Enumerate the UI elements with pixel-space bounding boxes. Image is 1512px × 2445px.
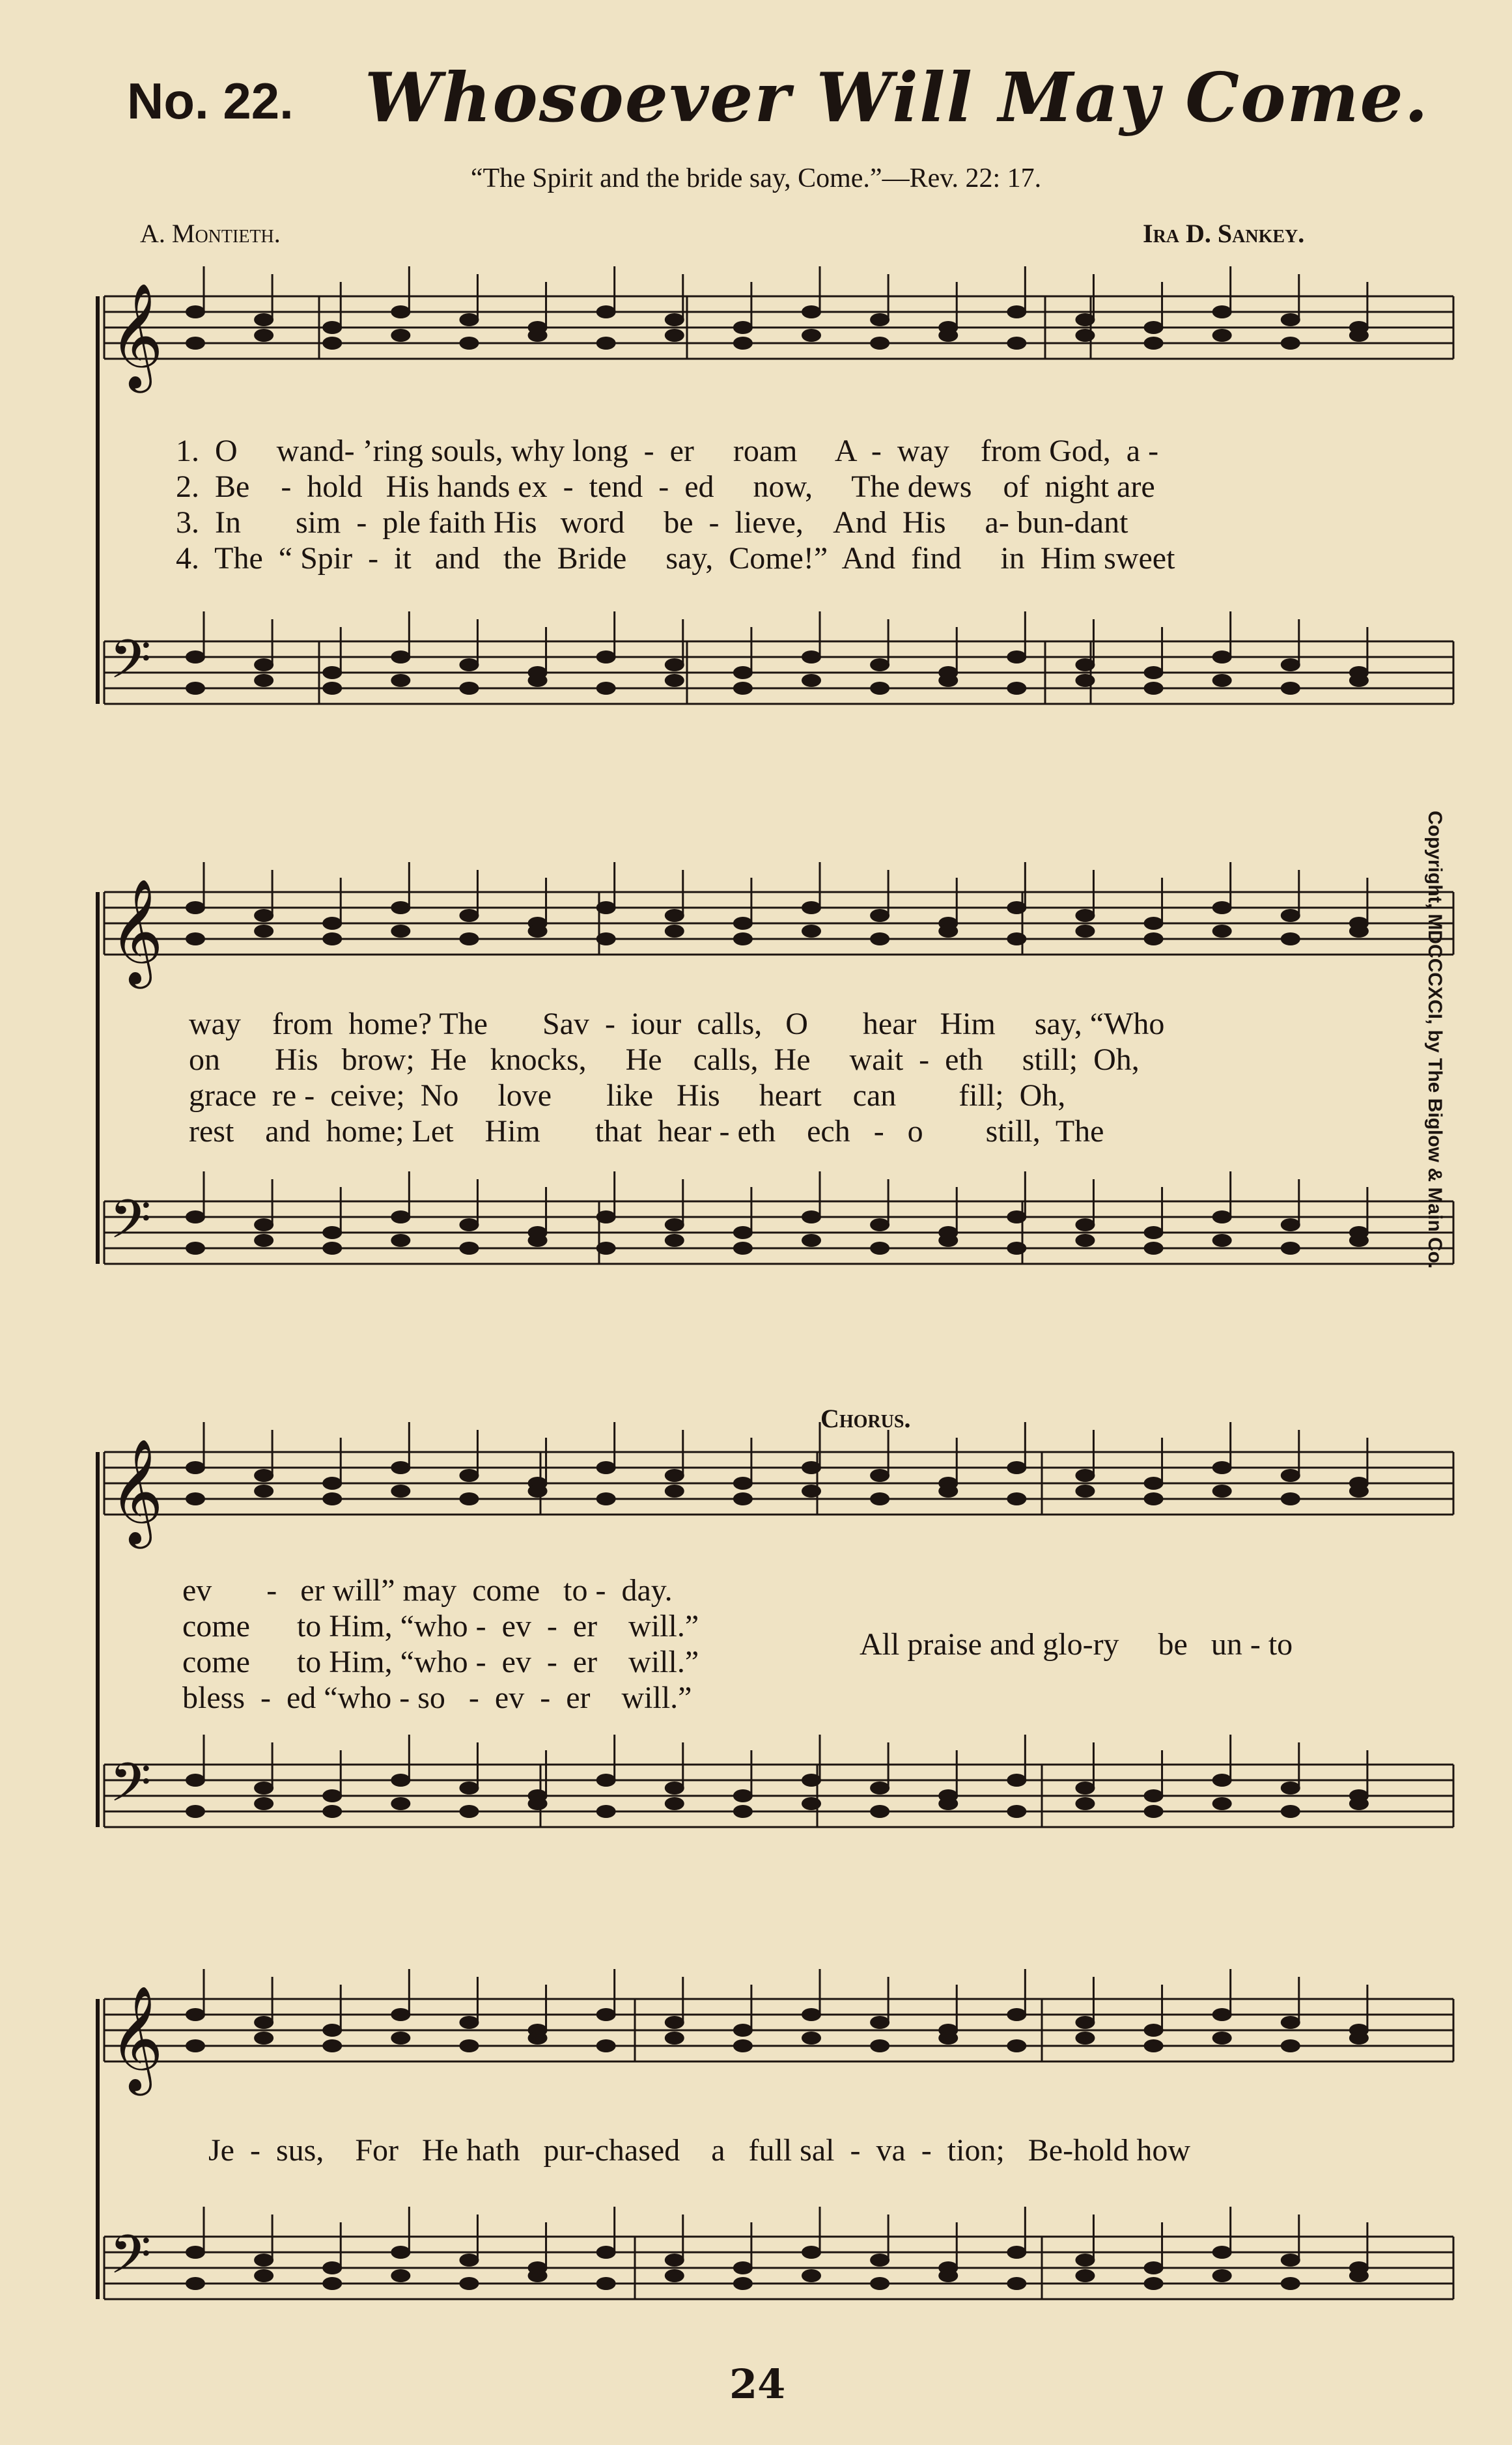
notehead [459, 2016, 479, 2029]
notehead [459, 682, 479, 695]
notehead [186, 305, 205, 318]
notehead [1007, 682, 1026, 695]
notehead [870, 2254, 889, 2267]
notehead [186, 650, 205, 664]
notehead [459, 1492, 479, 1505]
notehead [802, 1210, 821, 1223]
notehead [186, 901, 205, 914]
notehead [1144, 932, 1164, 945]
notehead [1144, 337, 1164, 350]
hymn-title: Whosoever Will May Come. [365, 57, 1429, 137]
verse-1-line-3: ev - er will” may come to - day. [182, 1573, 673, 1608]
bass-clef: 𝄢 [109, 1188, 152, 1264]
notehead [802, 1234, 821, 1247]
notehead [596, 2246, 616, 2259]
notehead [1075, 925, 1095, 938]
notehead [1007, 1492, 1026, 1505]
notehead [322, 321, 342, 334]
notehead [802, 1485, 821, 1498]
notehead [596, 1242, 616, 1255]
notehead [459, 2277, 479, 2290]
verse-4-line-1: 4. The “ Spir - it and the Bride say, Come!” And find in Him sweet [176, 541, 1175, 576]
notehead [1075, 674, 1095, 687]
notehead [254, 2254, 273, 2267]
notehead [528, 1485, 548, 1498]
notehead [1144, 1805, 1164, 1818]
page-number: 24 [729, 2360, 786, 2408]
notehead [322, 1242, 342, 1255]
composer: Ira D. Sankey. [1143, 219, 1305, 248]
notehead [870, 337, 889, 350]
notehead [802, 2008, 821, 2021]
notehead [186, 1242, 205, 1255]
notehead [938, 329, 958, 342]
notehead [1212, 2032, 1232, 2045]
notehead [391, 1461, 410, 1474]
notehead [391, 329, 410, 342]
notehead [870, 658, 889, 671]
notehead [1144, 1242, 1164, 1255]
notehead [733, 666, 753, 679]
notehead [1281, 1218, 1300, 1231]
notehead [870, 932, 889, 945]
notehead [1212, 2269, 1232, 2282]
notehead [665, 909, 684, 922]
notehead [870, 2016, 889, 2029]
notehead [322, 932, 342, 945]
notehead [1281, 1781, 1300, 1795]
notehead [186, 337, 205, 350]
notehead [665, 313, 684, 326]
notehead [1007, 305, 1026, 318]
notehead [802, 650, 821, 664]
notehead [733, 917, 753, 930]
notehead [391, 925, 410, 938]
treble-clef: 𝄞 [109, 1438, 163, 1544]
notehead [1281, 337, 1300, 350]
notehead [1007, 337, 1026, 350]
verse-2-line-1: 2. Be - hold His hands ex - tend - ed now, The dews of night are [176, 469, 1155, 504]
notehead [459, 2254, 479, 2267]
notehead [1075, 2032, 1095, 2045]
notehead [254, 313, 273, 326]
notehead [596, 1774, 616, 1787]
notehead [1349, 674, 1369, 687]
notehead [596, 2008, 616, 2021]
notehead [459, 2039, 479, 2052]
treble-clef: 𝄞 [109, 1985, 163, 2091]
notehead [391, 2008, 410, 2021]
notehead [186, 2008, 205, 2021]
notehead [322, 1789, 342, 1802]
notehead [802, 1774, 821, 1787]
notehead [665, 329, 684, 342]
notehead [1075, 1485, 1095, 1498]
notehead [1144, 2277, 1164, 2290]
notehead [186, 682, 205, 695]
notehead [802, 2032, 821, 2045]
notehead [1075, 909, 1095, 922]
notehead [596, 1210, 616, 1223]
notehead [1212, 901, 1232, 914]
notehead [322, 2277, 342, 2290]
notehead [665, 1469, 684, 1482]
notehead [802, 901, 821, 914]
notehead [528, 925, 548, 938]
notehead [596, 682, 616, 695]
notehead [1144, 682, 1164, 695]
treble-clef: 𝄞 [109, 283, 163, 389]
notehead [1212, 2008, 1232, 2021]
notehead [1007, 901, 1026, 914]
verse-2-line-3: come to Him, “who - ev - er will.” [182, 1609, 699, 1643]
notehead [391, 1797, 410, 1810]
notehead [596, 1461, 616, 1474]
notehead [322, 682, 342, 695]
notehead [1281, 313, 1300, 326]
notehead [596, 337, 616, 350]
notehead [254, 2016, 273, 2029]
notehead [322, 1477, 342, 1490]
notehead [802, 1461, 821, 1474]
notehead [1281, 1242, 1300, 1255]
notehead [665, 1485, 684, 1498]
notehead [322, 337, 342, 350]
notehead [1212, 305, 1232, 318]
notehead [802, 925, 821, 938]
notehead [459, 1218, 479, 1231]
notehead [1212, 674, 1232, 687]
notehead [733, 1226, 753, 1239]
copyright-notice: Copyright, MDCCCXCI, by The Biglow & Main Co. [1424, 811, 1446, 1269]
notehead [870, 1492, 889, 1505]
notehead [1075, 1469, 1095, 1482]
notehead [1007, 2246, 1026, 2259]
notehead [1075, 1218, 1095, 1231]
notehead [938, 1797, 958, 1810]
notehead [391, 1210, 410, 1223]
notehead [665, 2254, 684, 2267]
notehead [1075, 2269, 1095, 2282]
notehead [1349, 925, 1369, 938]
notehead [938, 925, 958, 938]
notehead [528, 329, 548, 342]
notehead [733, 2039, 753, 2052]
notehead [391, 1485, 410, 1498]
notehead [186, 1210, 205, 1223]
notehead [322, 1805, 342, 1818]
notehead [528, 2269, 548, 2282]
notehead [665, 1797, 684, 1810]
notehead [1144, 2039, 1164, 2052]
notehead [596, 305, 616, 318]
notehead [391, 2032, 410, 2045]
notehead [870, 1469, 889, 1482]
notehead [1281, 1805, 1300, 1818]
notehead [1144, 2261, 1164, 2274]
notehead [186, 1774, 205, 1787]
notehead [1349, 2032, 1369, 2045]
notehead [1075, 313, 1095, 326]
notehead [391, 305, 410, 318]
notehead [391, 901, 410, 914]
notehead [596, 2039, 616, 2052]
notehead [870, 909, 889, 922]
notehead [459, 1781, 479, 1795]
notehead [528, 674, 548, 687]
notehead [1212, 1234, 1232, 1247]
notehead [733, 1477, 753, 1490]
notehead [802, 1797, 821, 1810]
notehead [1007, 1774, 1026, 1787]
notehead [1212, 650, 1232, 664]
notehead [1075, 1797, 1095, 1810]
notehead [459, 658, 479, 671]
chorus-label: Chorus. [820, 1404, 911, 1433]
verse-2-line-2: on His brow; He knocks, He calls, He wait - eth still; Oh, [189, 1042, 1140, 1077]
notehead [459, 1242, 479, 1255]
notehead [1075, 2254, 1095, 2267]
notehead [870, 1218, 889, 1231]
bass-clef: 𝄢 [109, 1751, 152, 1827]
notehead [1281, 1469, 1300, 1482]
notehead [1144, 917, 1164, 930]
notehead [1281, 909, 1300, 922]
notehead [1007, 932, 1026, 945]
notehead [665, 1781, 684, 1795]
notehead [1281, 658, 1300, 671]
notehead [1349, 1797, 1369, 1810]
notehead [1075, 329, 1095, 342]
notehead [938, 1485, 958, 1498]
notehead [186, 1805, 205, 1818]
notehead [1144, 1492, 1164, 1505]
notehead [870, 2277, 889, 2290]
notehead [322, 2261, 342, 2274]
notehead [254, 1485, 273, 1498]
notehead [596, 901, 616, 914]
notehead [1212, 1485, 1232, 1498]
bass-clef: 𝄢 [109, 628, 152, 704]
notehead [1281, 2016, 1300, 2029]
lyricist: A. Montieth. [140, 219, 281, 248]
verse-3-line-2: grace re - ceive; No love like His heart can fill; Oh, [189, 1078, 1066, 1113]
notehead [1007, 2277, 1026, 2290]
notehead [1281, 1492, 1300, 1505]
notehead [186, 1461, 205, 1474]
notehead [186, 2039, 205, 2052]
notehead [322, 1492, 342, 1505]
verse-4-line-2: rest and home; Let Him that hear - eth ech - o still, The [189, 1114, 1104, 1149]
notehead [1281, 2039, 1300, 2052]
notehead [938, 2269, 958, 2282]
notehead [186, 932, 205, 945]
notehead [1212, 1797, 1232, 1810]
notehead [391, 2269, 410, 2282]
notehead [733, 1242, 753, 1255]
notehead [665, 2032, 684, 2045]
notehead [322, 1226, 342, 1239]
notehead [665, 2269, 684, 2282]
notehead [1212, 1461, 1232, 1474]
notehead [528, 2032, 548, 2045]
notehead [1007, 1242, 1026, 1255]
notehead [665, 1234, 684, 1247]
notehead [665, 674, 684, 687]
notehead [1349, 1234, 1369, 1247]
notehead [665, 658, 684, 671]
notehead [186, 1492, 205, 1505]
notehead [1212, 2246, 1232, 2259]
verse-4-line-3: bless - ed “who - so - ev - er will.” [182, 1681, 692, 1715]
bass-clef: 𝄢 [109, 2223, 152, 2299]
notehead [802, 2246, 821, 2259]
notehead [870, 1781, 889, 1795]
notehead [254, 329, 273, 342]
notehead [733, 1789, 753, 1802]
notehead [254, 909, 273, 922]
notehead [1144, 2024, 1164, 2037]
notehead [596, 932, 616, 945]
notehead [1007, 650, 1026, 664]
notehead [870, 1242, 889, 1255]
notehead [1075, 2016, 1095, 2029]
notehead [254, 2032, 273, 2045]
notehead [1144, 1226, 1164, 1239]
notehead [1007, 1805, 1026, 1818]
notehead [1281, 932, 1300, 945]
notehead [870, 682, 889, 695]
notehead [733, 682, 753, 695]
notehead [1075, 1781, 1095, 1795]
notehead [1075, 658, 1095, 671]
notehead [733, 2024, 753, 2037]
notehead [1144, 321, 1164, 334]
notehead [254, 925, 273, 938]
notehead [254, 2269, 273, 2282]
notehead [1144, 1477, 1164, 1490]
notehead [459, 337, 479, 350]
notehead [391, 1234, 410, 1247]
notehead [596, 1492, 616, 1505]
notehead [322, 666, 342, 679]
notehead [596, 650, 616, 664]
notehead [1007, 2039, 1026, 2052]
hymn-number: No. 22. [127, 72, 294, 130]
notehead [665, 2016, 684, 2029]
notehead [391, 1774, 410, 1787]
notehead [254, 1469, 273, 1482]
notehead [459, 1805, 479, 1818]
notehead [528, 1234, 548, 1247]
notehead [1281, 2254, 1300, 2267]
notehead [665, 925, 684, 938]
treble-clef: 𝄞 [109, 878, 163, 985]
notehead [1144, 666, 1164, 679]
notehead [870, 313, 889, 326]
notehead [1281, 682, 1300, 695]
chorus-lyric-2: Je - sus, For He hath pur-chased a full sal - va - tion; Be-hold how [208, 2133, 1191, 2168]
notehead [870, 2039, 889, 2052]
notehead [1007, 2008, 1026, 2021]
notehead [459, 932, 479, 945]
notehead [1281, 2277, 1300, 2290]
notehead [733, 2277, 753, 2290]
notehead [254, 1218, 273, 1231]
notehead [528, 1797, 548, 1810]
notehead [391, 650, 410, 664]
notehead [254, 1797, 273, 1810]
notehead [938, 674, 958, 687]
notehead [733, 337, 753, 350]
notehead [254, 674, 273, 687]
notehead [665, 1218, 684, 1231]
notehead [870, 1805, 889, 1818]
notehead [1075, 1234, 1095, 1247]
notehead [391, 674, 410, 687]
notehead [1007, 1210, 1026, 1223]
notehead [802, 305, 821, 318]
chorus-lyric-1: All praise and glo-ry be un - to [860, 1627, 1293, 1662]
notehead [391, 2246, 410, 2259]
notehead [459, 1469, 479, 1482]
notehead [733, 1805, 753, 1818]
notehead [938, 1234, 958, 1247]
notehead [254, 658, 273, 671]
verse-1-line-1: 1. O wand- ’ring souls, why long - er roam A - way from God, a - [176, 434, 1159, 468]
notehead [1212, 925, 1232, 938]
notehead [254, 1781, 273, 1795]
notehead [459, 313, 479, 326]
notehead [596, 1805, 616, 1818]
notehead [322, 2039, 342, 2052]
notehead [802, 674, 821, 687]
notehead [1212, 329, 1232, 342]
notehead [322, 2024, 342, 2037]
notehead [1144, 1789, 1164, 1802]
notehead [733, 2261, 753, 2274]
notehead [1212, 1210, 1232, 1223]
notehead [733, 321, 753, 334]
notehead [1212, 1774, 1232, 1787]
notehead [254, 1234, 273, 1247]
notehead [459, 909, 479, 922]
epigraph: “The Spirit and the bride say, Come.”—Rev. 22: 17. [470, 163, 1042, 193]
notehead [322, 917, 342, 930]
notehead [1007, 1461, 1026, 1474]
notehead [938, 2032, 958, 2045]
notehead [1349, 2269, 1369, 2282]
verse-3-line-3: come to Him, “who - ev - er will.” [182, 1645, 699, 1679]
notehead [186, 2277, 205, 2290]
notehead [733, 1492, 753, 1505]
notehead [802, 329, 821, 342]
notehead [186, 2246, 205, 2259]
verse-1-line-2: way from home? The Sav - iour calls, O hear Him say, “Who [189, 1007, 1165, 1041]
verse-3-line-1: 3. In sim - ple faith His word be - lieve, And His a- bun-dant [176, 505, 1128, 540]
notehead [733, 932, 753, 945]
notehead [596, 2277, 616, 2290]
notehead [1349, 1485, 1369, 1498]
notehead [1349, 329, 1369, 342]
notehead [802, 2269, 821, 2282]
